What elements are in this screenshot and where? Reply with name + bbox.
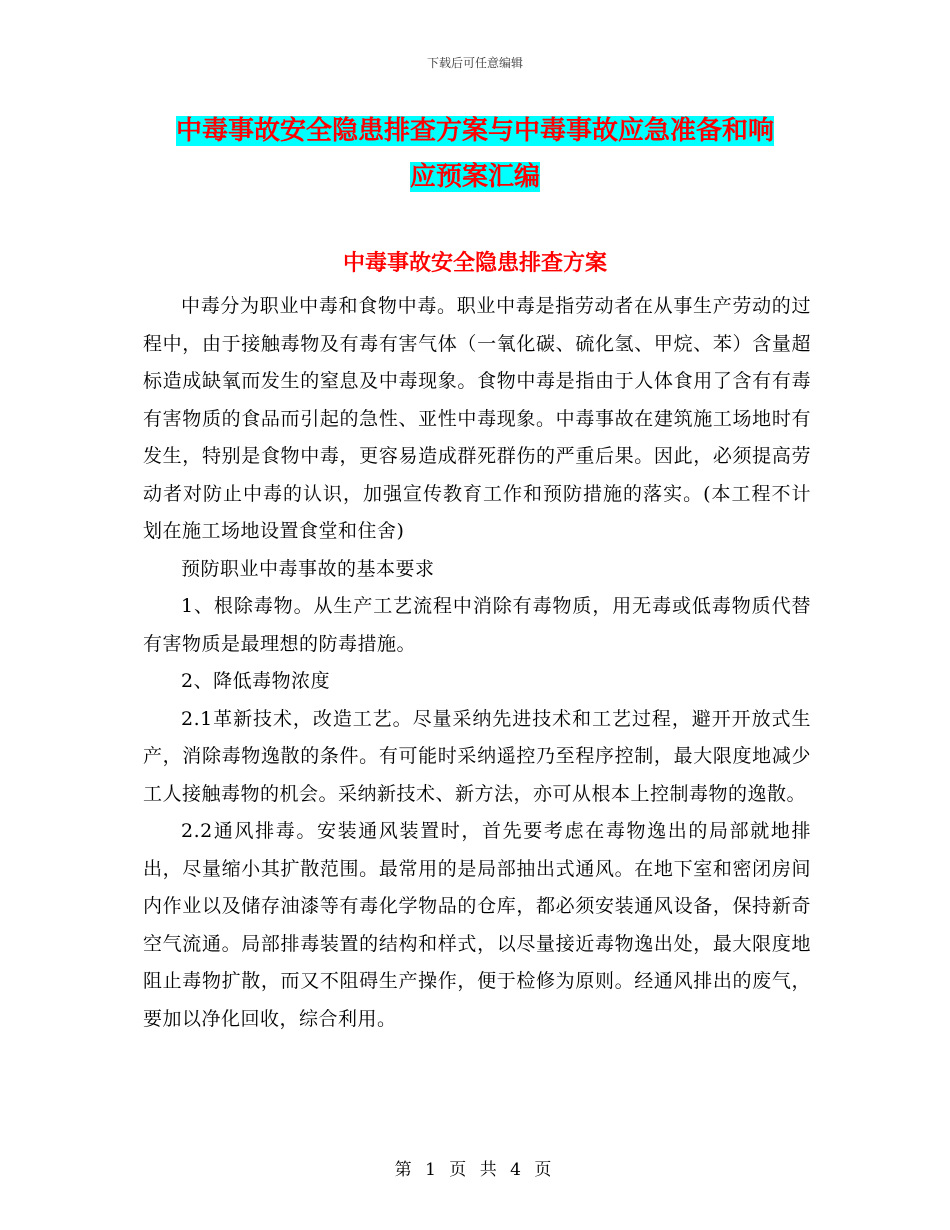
paragraph-item-2-2: 2.2通风排毒。安装通风装置时，首先要考虑在毒物逸出的局部就地排出，尽量缩小其扩散范围。最常用的是局部抽出式通风。在地下室和密闭房间内作业以及储存油漆等有毒化学物品的仓库，都必须安装通风设备，保持新奇空气流通。局部排毒装置的结构和样式，以尽量接近毒物逸出处，最大限度地阻止毒物扩散，而又不阻碍生产操作，便于检修为原则。经通风排出的废气，要加以净化回收，综合利用。: [143, 820, 811, 1030]
document-title: [0, 108, 950, 200]
header-note: 下载后可任意编辑: [426, 56, 523, 70]
title-line-1: 中毒事故安全隐患排查方案与中毒事故应急准备和响: [175, 116, 774, 146]
paragraph-requirements-heading: 预防职业中毒事故的基本要求: [181, 557, 435, 580]
section-title: 中毒事故安全隐患排查方案: [342, 251, 607, 276]
paragraph-item-1: 1、根除毒物。从生产工艺流程中消除有毒物质，用无毒或低毒物质代替有害物质是最理想的防毒措施。: [143, 595, 811, 655]
page-number: 第 1 页 共 4 页: [394, 1160, 556, 1180]
paragraph-intro: 中毒分为职业中毒和食物中毒。职业中毒是指劳动者在从事生产劳动的过程中，由于接触毒物及有毒有害气体（一氧化碳、硫化氢、甲烷、苯）含量超标造成缺氧而发生的窒息及中毒现象。食物中毒是指由于人体食用了含有有毒有害物质的食品而引起的急性、亚性中毒现象。中毒事故在建筑施工场地时有发生，特别是食物中毒，更容易造成群死群伤的严重后果。因此，必须提高劳动者对防止中毒的认识，加强宣传教育工作和预防措施的落实。(本工程不计划在施工场地设置食堂和住舍): [143, 295, 811, 542]
paragraph-item-2-1: 2.1革新技术，改造工艺。尽量采纳先进技术和工艺过程，避开开放式生产，消除毒物逸散的条件。有可能时采纳遥控乃至程序控制，最大限度地减少工人接触毒物的机会。采纳新技术、新方法，亦可从根本上控制毒物的逸散。: [143, 707, 811, 805]
document-body: [143, 288, 811, 1038]
title-line-2: 应预案汇编: [409, 162, 540, 192]
paragraph-item-2: 2、降低毒物浓度: [181, 670, 331, 692]
